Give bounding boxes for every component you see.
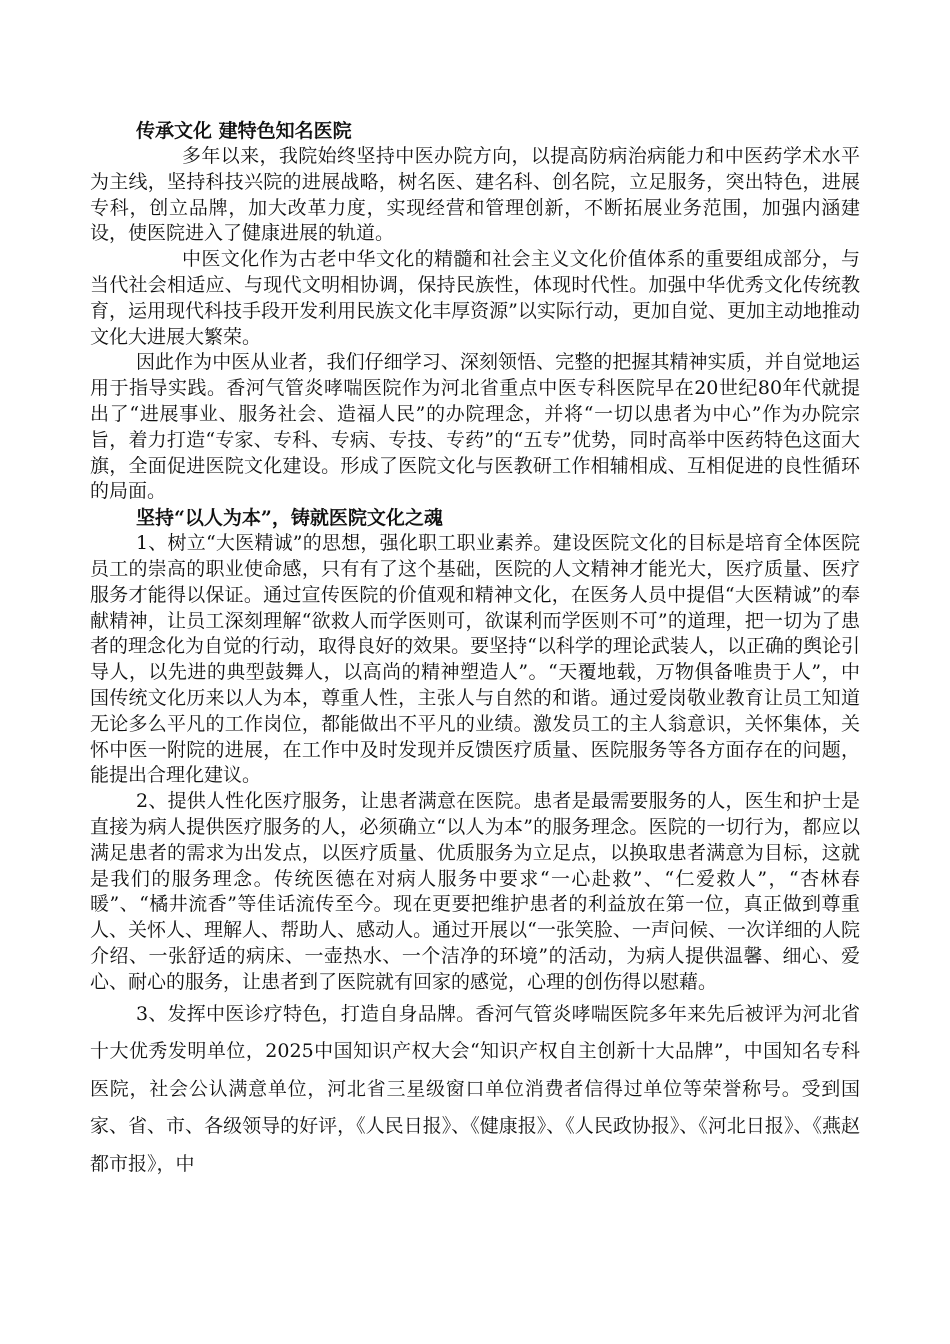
paragraph-intro-3: 因此作为中医从业者，我们仔细学习、深刻领悟、完整的把握其精神实质，并自觉地运用于指导实践。香河气管炎哮喘医院作为河北省重点中医专科医院早在20世纪80年代就提出了“进展事业、服务社会、造福人民”的办院理念，并将“一切以患者为中心”作为办院宗旨，着力打造“专家、专科、专病、专技、专药”的“五专”优势，同时高举中医药特色这面大旗，全面促进医院文化建设。形成了医院文化与医教研工作相辅相成、互相促进的良性循环的局面。 — [90, 351, 860, 503]
paragraph-point-2: 2、提供人性化医疗服务，让患者满意在医院。患者是最需要服务的人，医生和护士是直接为病人提供医疗服务的人，必须确立“以人为本”的服务理念。医院的一切行为，都应以满足患者的需求为出发点，以医疗质量、优质服务为立足点，以换取患者满意为目标，这就是我们的服务理念。传统医德在对病人服务中要求“一心赴救”、“仁爱救人”，“杏林春暖”、“橘井流香”等佳话流传至今。现在更要把维护患者的利益放在第一位，真正做到尊重人、关怀人、理解人、帮助人、感动人。通过开展以“一张笑脸、一声问候、一次详细的人院介绍、一张舒适的病床、一壶热水、一个洁净的环境”的活动，为病人提供温馨、细心、爱心、耐心的服务，让患者到了医院就有回家的感觉，心理的创伤得以慰藉。 — [90, 790, 860, 993]
document-page — [90, 118, 860, 1183]
document-title: 传承文化 建特色知名医院 — [136, 120, 352, 142]
paragraph-point-3: 3、发挥中医诊疗特色，打造自身品牌。香河气管炎哮喘医院多年来先后被评为河北省十大优秀发明单位，2025中国知识产权大会“知识产权自主创新十大品牌”，中国知名专科医院，社会公认满意单位，河北省三星级窗口单位消费者信得过单位等荣誉称号。受到国家、省、市、各级领导的好评，《人民日报》、《健康报》、《人民政协报》、《河北日报》、《燕赵都市报》，中 — [90, 1002, 860, 1175]
paragraph-point-1: 1、树立“大医精诚”的思想，强化职工职业素养。建设医院文化的目标是培育全体医院员工的崇高的职业使命感，只有有了这个基础，医院的人文精神才能光大，医疗质量、医疗服务才能得以保证。通过宣传医院的价值观和精神文化，在医务人员中提倡“大医精诚”的奉献精神，让员工深刻理解“欲救人而学医则可，欲谋利而学医则不可”的道理，把一切为了患者的理念化为自觉的行动，取得良好的效果。要坚持“以科学的理论武装人，以正确的舆论引导人，以先进的典型鼓舞人，以高尚的精神塑造人”。“天覆地载，万物俱备唯贵于人”，中国传统文化历来以人为本，尊重人性，主张人与自然的和谐。通过爱岗敬业教育让员工知道无论多么平凡的工作岗位，都能做出不平凡的业绩。激发员工的主人翁意识，关怀集体，关怀中医一附院的进展，在工作中及时发现并反馈医疗质量、医院服务等各方面存在的问题，能提出合理化建议。 — [90, 532, 860, 787]
section-heading: 坚持“以人为本”，铸就医院文化之魂 — [136, 507, 443, 530]
paragraph-intro-1: 多年以来，我院始终坚持中医办院方向，以提高防病治病能力和中医药学术水平为主线，坚持科技兴院的进展战略，树名医、建名科、创名院，立足服务，突出特色，进展专科，创立品牌，加大改革力度，实现经营和管理创新，不断拓展业务范围，加强内涵建设，使医院进入了健康进展的轨道。 — [90, 145, 860, 245]
paragraph-intro-2: 中医文化作为古老中华文化的精髓和社会主义文化价值体系的重要组成部分，与当代社会相适应、与现代文明相协调，保持民族性，体现时代性。加强中华优秀文化传统教育，运用现代科技手段开发利用民族文化丰厚资源”以实际行动，更加自觉、更加主动地推动文化大进展大繁荣。 — [90, 248, 860, 348]
